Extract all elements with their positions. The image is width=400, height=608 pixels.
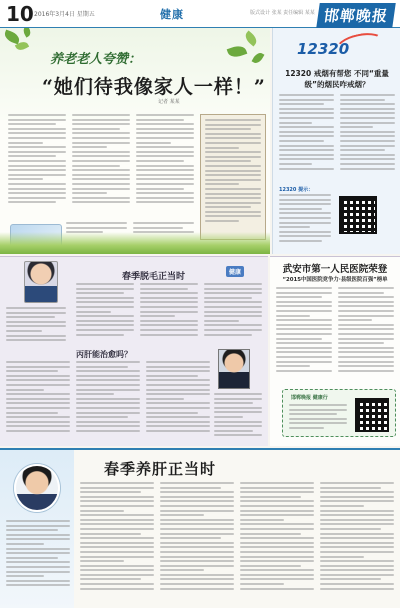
doctor-bio xyxy=(214,393,262,441)
doctor-bio xyxy=(6,520,70,600)
qr-code[interactable] xyxy=(355,398,389,432)
text-column xyxy=(8,114,66,218)
article-12320 xyxy=(272,28,400,254)
qr-code[interactable] xyxy=(339,196,377,234)
article-headline: 丙肝能治愈吗？ xyxy=(76,350,132,359)
article-byline: 记者 某某 xyxy=(158,99,180,105)
article-elderly xyxy=(0,28,270,254)
article-body xyxy=(276,287,394,385)
doctor-portrait xyxy=(14,464,60,512)
notice-box xyxy=(282,389,396,437)
article-hospital xyxy=(270,256,400,446)
section-badge: 健康 xyxy=(226,266,244,277)
article-spring-liver xyxy=(0,448,400,608)
section-title: 健康 xyxy=(160,8,184,21)
tip-heading: 12320 提示： xyxy=(279,187,314,193)
article-body xyxy=(8,114,194,218)
editor-meta: 版式设计 张某 责任编辑 某某 xyxy=(250,10,315,16)
article-headline: 武安市第一人民医院荣登 xyxy=(282,264,388,275)
doctor-photo xyxy=(218,349,250,389)
page-number: 10 xyxy=(6,2,34,26)
tip-body xyxy=(279,194,331,248)
issue-date: 2016年3月4日 星期五 xyxy=(34,11,95,18)
hotline-logo: 12320 xyxy=(297,40,350,58)
article-headline: 春季脱毛正当时 xyxy=(122,272,186,282)
masthead-logo: 邯郸晚报 xyxy=(316,3,396,28)
page-header xyxy=(0,0,400,28)
text-column xyxy=(136,114,194,218)
notice-title: 邯郸晚报 健康行 xyxy=(291,395,328,401)
article-body xyxy=(279,94,395,184)
article-headline: 12320 戒烟有帮您 不同“重量级”的烟民咋戒烟？ xyxy=(285,69,389,89)
article-spring-hair xyxy=(0,256,268,446)
article-body xyxy=(80,482,394,606)
author-photo xyxy=(24,261,58,303)
sidebar-box xyxy=(200,114,266,240)
author-bio xyxy=(6,307,66,341)
article-headline: 春季养肝正当时 xyxy=(104,460,217,478)
article-body xyxy=(6,361,210,441)
article-headline: “她们待我像家人一样！” xyxy=(42,76,266,98)
article-subhead: “2015中国医院竞争力·县级医院百强”榜单 xyxy=(282,277,388,283)
text-column xyxy=(72,114,130,218)
article-kicker: 养老老人夸赞： xyxy=(50,52,142,67)
notice-body xyxy=(289,404,347,434)
article-body xyxy=(76,283,262,343)
grass-decoration xyxy=(0,232,270,254)
